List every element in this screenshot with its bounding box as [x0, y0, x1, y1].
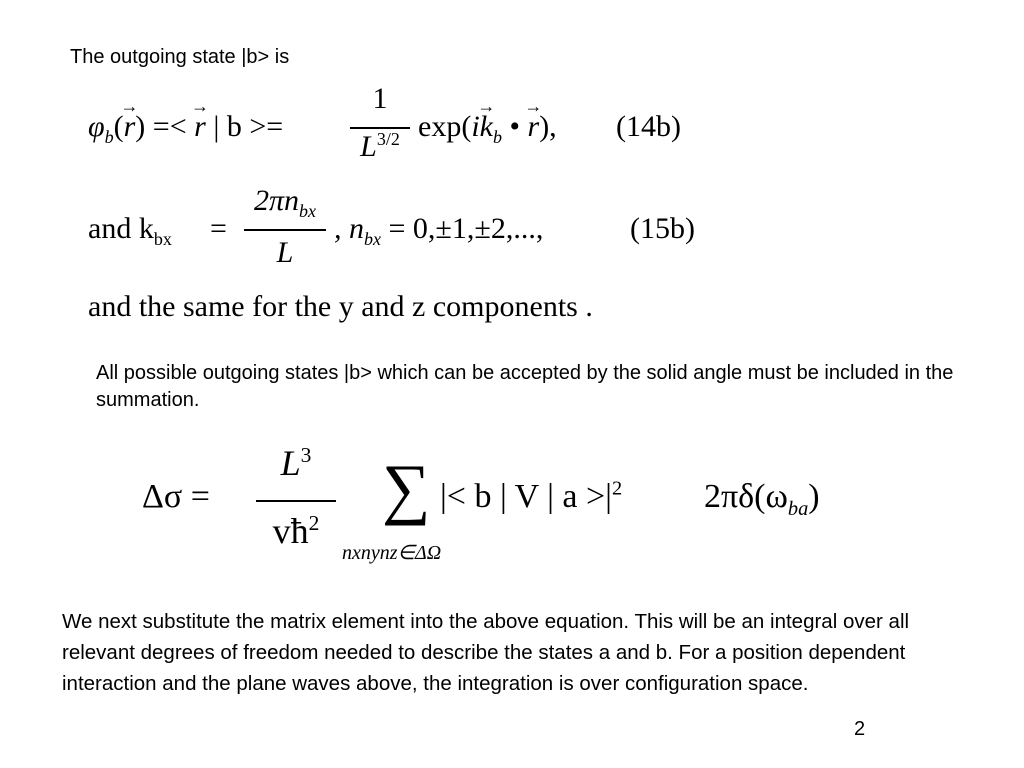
paren-close: ) [808, 478, 820, 515]
den-L: L [276, 236, 294, 269]
r-vector: → r [528, 110, 540, 144]
and-k: and k [88, 212, 154, 245]
n-values: = 0,±1,±2,..., [388, 212, 544, 245]
eq15b-lhs [88, 212, 172, 249]
matrix-bracket: |< b | V | a >| [440, 478, 612, 515]
exp-close: ), [539, 110, 557, 143]
comma-n: , n [334, 212, 364, 245]
eq15b-label: (15b) [630, 212, 695, 245]
n-subscript: bx [364, 229, 381, 249]
summation-subscript: nxnynz∈ΔΩ [342, 542, 442, 564]
eq15b-fraction-bar [244, 229, 326, 231]
eq15b-rhs [334, 212, 544, 249]
dot-operator: • [501, 110, 528, 143]
imaginary-i: i [471, 110, 480, 143]
num-subscript: bx [299, 201, 317, 221]
sigma-fraction-bar [256, 500, 336, 502]
summation-paragraph: All possible outgoing states |b> which can be accepted by the solid angle must be included in the summation. [96, 362, 954, 411]
bra-open: ) =< [135, 110, 195, 143]
components-line: and the same for the y and z components . [88, 290, 593, 323]
phi-symbol: φ [88, 110, 105, 143]
eq14b-exp [418, 110, 557, 147]
v-hbar: vħ [272, 511, 309, 551]
two-pi-n: 2πn [253, 184, 300, 217]
k-vector: → k [480, 110, 493, 144]
r-vector: → r [194, 110, 206, 144]
delta-function [704, 478, 820, 520]
page-number: 2 [854, 718, 866, 740]
den-L: L [360, 130, 377, 163]
den-exponent: 3/2 [376, 129, 400, 149]
two-pi-delta: 2πδ(ω [704, 478, 788, 515]
matrix-exponent: 2 [612, 477, 623, 500]
eq14b-numerator: 1 [372, 82, 388, 115]
substitution-paragraph: We next substitute the matrix element into the above equation. This will be an integral over all relevant degrees of freedom needed to describe the states a and b. For a position dependent interaction and the plane waves above, the integration is over configuration space. [62, 610, 910, 695]
sigma-denominator [256, 510, 336, 552]
eq15b-denominator [244, 236, 326, 270]
eq14b-label: (14b) [616, 110, 681, 143]
eq15b-equals: = [210, 212, 227, 245]
matrix-element [440, 478, 622, 516]
num-exponent: 3 [300, 443, 312, 467]
num-L: L [280, 443, 301, 483]
paren-open: ( [113, 110, 124, 143]
delta-sigma-lhs: Δσ = [142, 478, 210, 515]
phi-subscript: b [104, 127, 114, 147]
eq14b-denominator [350, 130, 410, 164]
exp-open: exp( [418, 110, 472, 143]
k-subscript: bx [153, 229, 172, 249]
ket-b: | b >= [205, 110, 284, 143]
eq15b-numerator [244, 184, 326, 221]
den-exponent: 2 [308, 511, 320, 535]
omega-subscript: ba [787, 497, 809, 520]
sigma-numerator [256, 442, 336, 484]
r-vector: → r [124, 110, 136, 144]
summation-symbol: ∑ [382, 450, 431, 526]
eq14b-lhs [88, 110, 284, 147]
intro-text: The outgoing state |b> is [70, 46, 290, 68]
k-subscript: b [492, 127, 502, 147]
